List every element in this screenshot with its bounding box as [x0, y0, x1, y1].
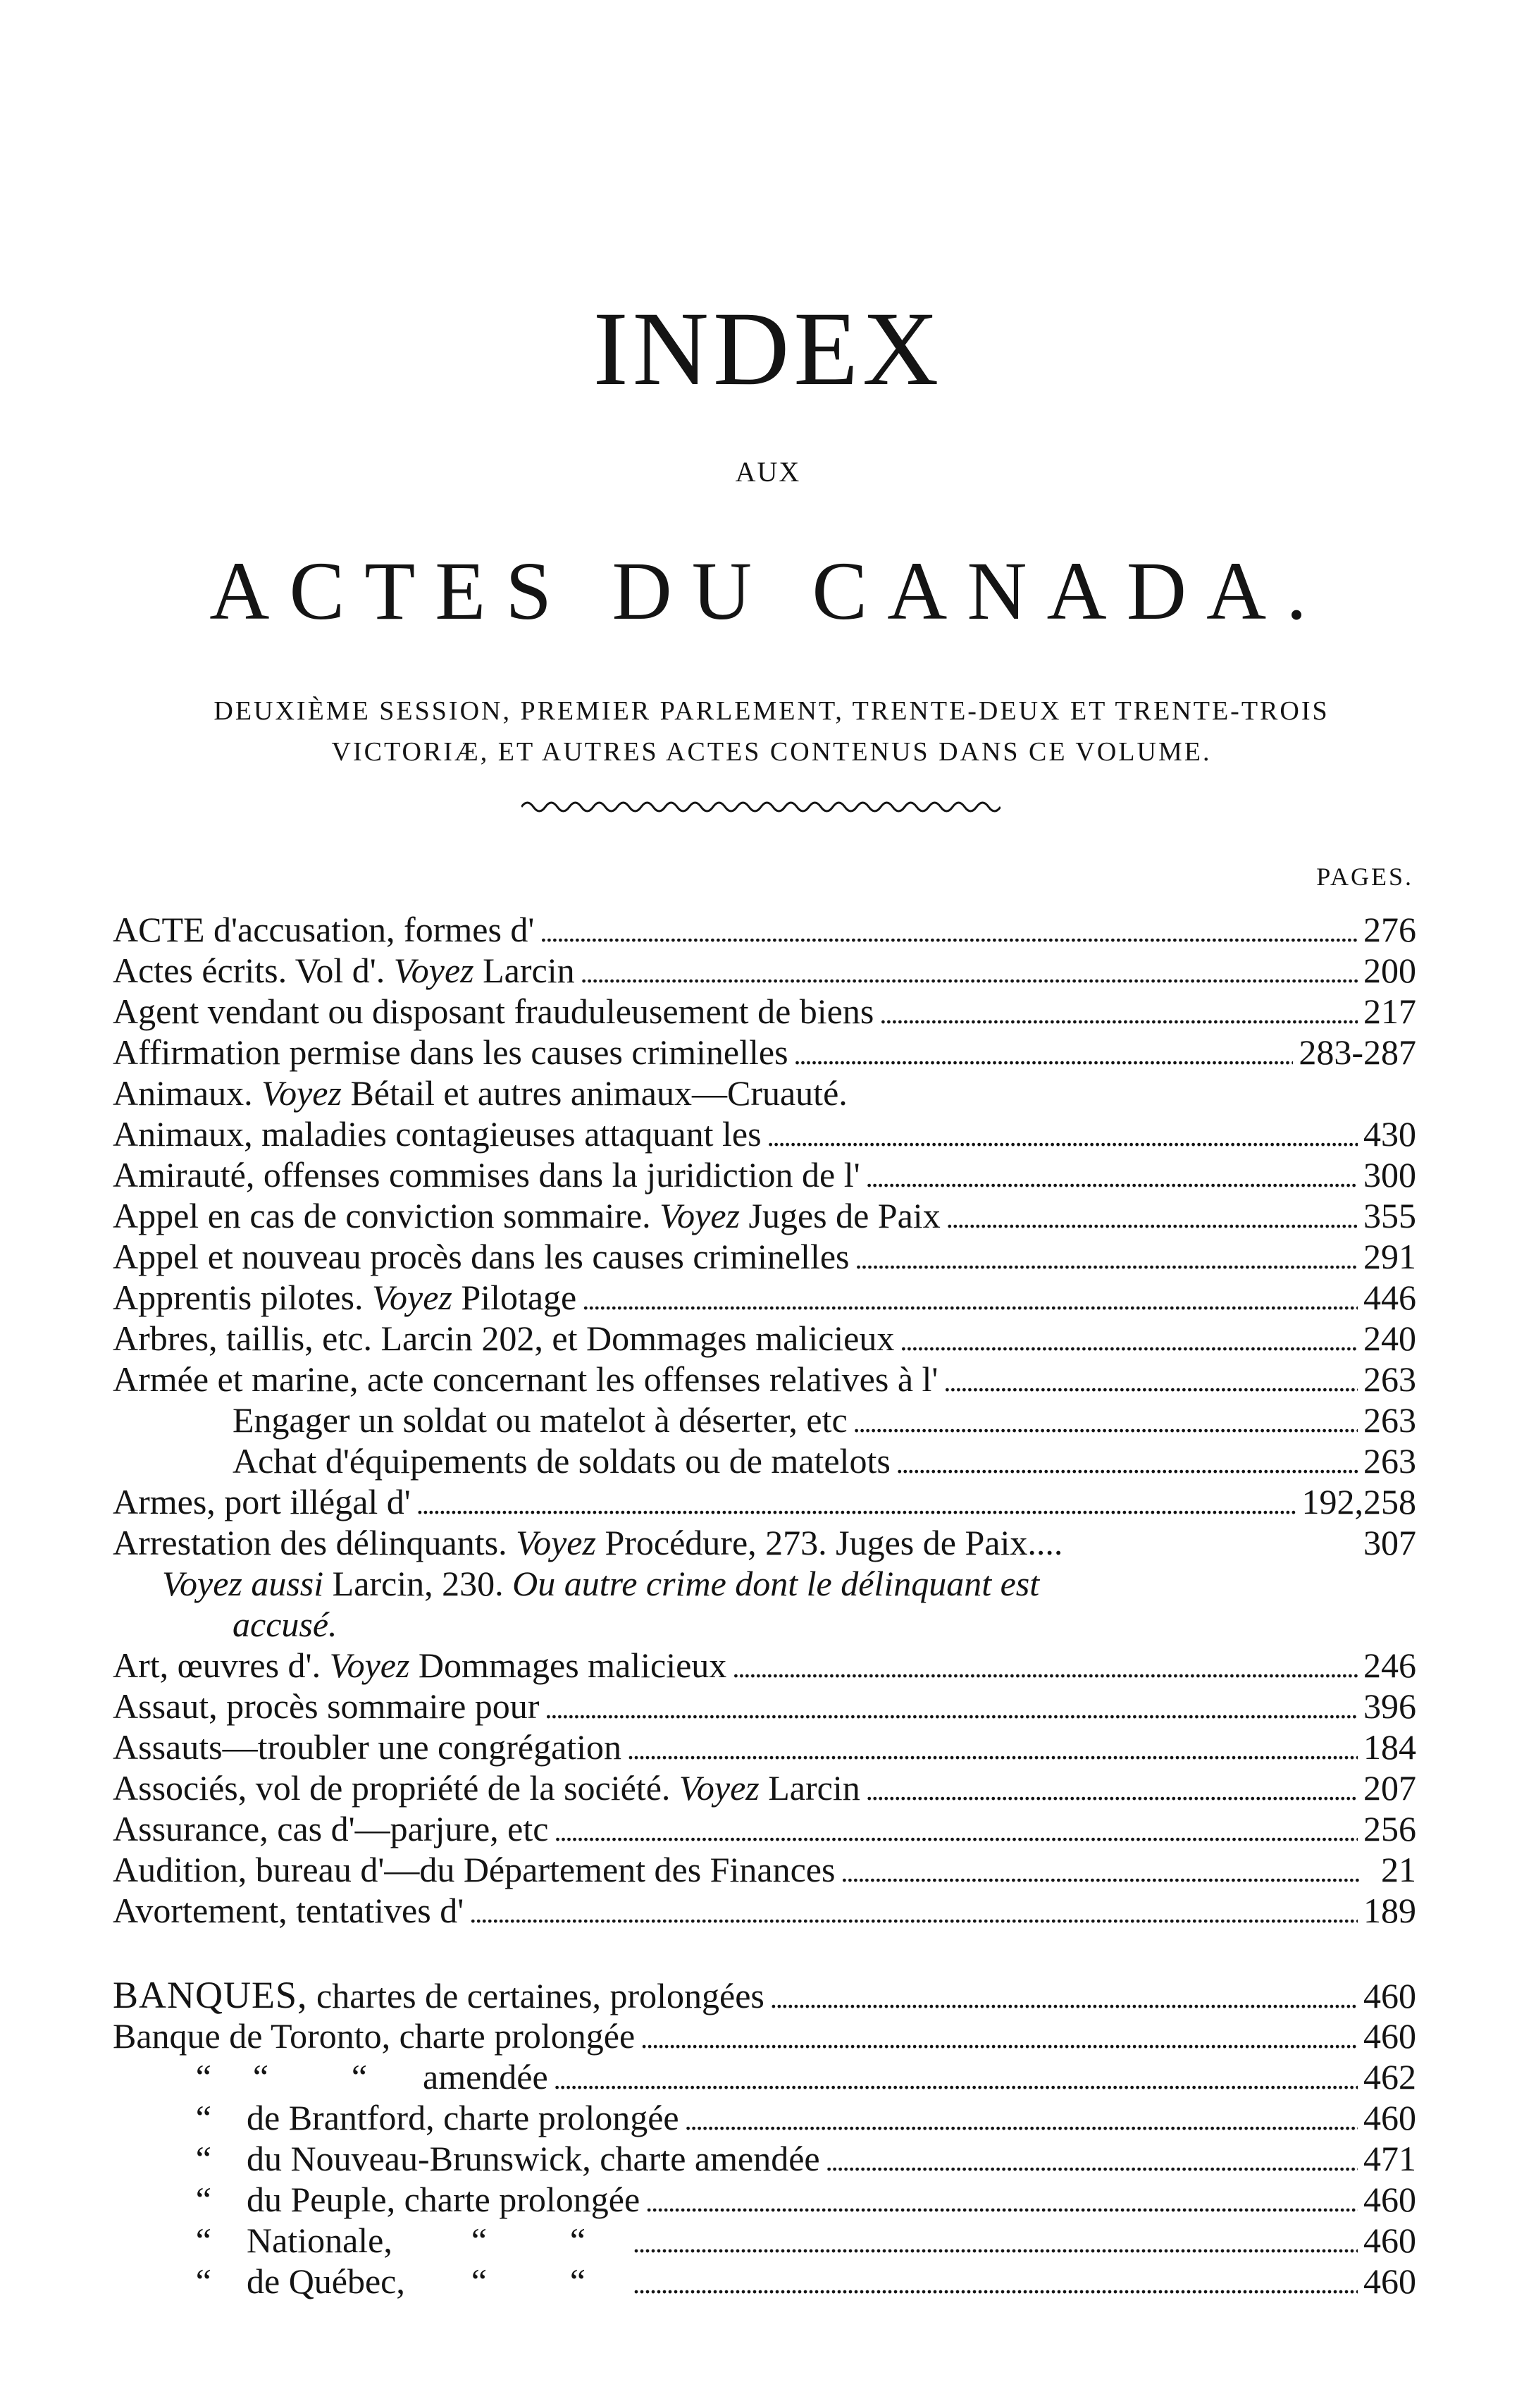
index-subentry — [113, 1439, 1416, 1483]
entry-text: Arbres, taillis, etc. Larcin 202, et Dommages malicieux — [113, 1319, 895, 1358]
entry-page: 460 — [1363, 2180, 1416, 2219]
dot-leader — [767, 1112, 1358, 1159]
entry-text: Amirauté, offenses commises dans la juridiction de l' — [113, 1155, 860, 1194]
entry-text: Actes écrits. Vol d'. Voyez Larcin — [113, 951, 575, 990]
dot-leader — [581, 949, 1358, 995]
dot-leader — [545, 1684, 1358, 1731]
entry-text: Animaux. Voyez Bétail et autres animaux—Cruauté. — [113, 1073, 848, 1113]
entry-text: ACTE d'accusation, formes d' — [113, 910, 535, 949]
entry-page: 430 — [1363, 1114, 1416, 1154]
index-entry — [113, 949, 1416, 992]
ditto-mark: “ — [195, 2221, 211, 2260]
entry-page: 460 — [1363, 2016, 1416, 2056]
entry-text: Audition, bureau d'—du Département des Finances — [113, 1850, 836, 1889]
entry-text: Armée et marine, acte concernant les offenses relatives à l' — [113, 1359, 939, 1399]
index-entry — [113, 1889, 1416, 1932]
entry-page: 207 — [1363, 1768, 1416, 1808]
dot-leader — [794, 1030, 1294, 1077]
entry-text: Assauts—troubler une congrégation — [113, 1727, 622, 1767]
entry-page: 240 — [1363, 1319, 1416, 1358]
ditto-mark: “ — [195, 2261, 211, 2301]
index-entry — [113, 2014, 1416, 2058]
pages-column-header: PAGES. — [1316, 863, 1413, 891]
dot-leader — [866, 1766, 1358, 1813]
index-entry — [113, 989, 1416, 1033]
entry-text: Banque de Toronto, charte prolongée — [113, 2016, 636, 2056]
index-entry — [113, 908, 1416, 951]
entry-page: 184 — [1363, 1727, 1416, 1767]
ditto-mark: “ — [471, 2221, 488, 2260]
entry-page: 192,258 — [1301, 1482, 1416, 1521]
entry-text: Appel et nouveau procès dans les causes criminelles — [113, 1237, 850, 1276]
see-also-note-continued: accusé. — [233, 1605, 337, 1644]
index-subentry — [113, 2137, 1416, 2180]
index-subentry — [113, 2218, 1416, 2262]
dot-leader — [540, 908, 1358, 954]
entry-text: Engager un soldat ou matelot à déserter, etc — [233, 1400, 848, 1440]
dot-leader — [554, 1807, 1358, 1853]
dot-leader — [416, 1480, 1296, 1526]
entry-text: “ de Québec, “ “ — [113, 2259, 627, 2303]
dot-leader — [732, 1643, 1358, 1690]
index-subentry — [113, 2096, 1416, 2140]
ditto-mark: “ — [252, 2057, 269, 2097]
ditto-mark: “ — [195, 2098, 211, 2137]
index-subentry — [113, 2055, 1416, 2099]
index-entry — [113, 1521, 1416, 1564]
main-title: ACTES DU CANADA. — [209, 545, 1327, 637]
dot-leader — [685, 2096, 1358, 2142]
dot-leader — [879, 989, 1358, 1036]
entry-text: Art, œuvres d'. Voyez Dommages malicieux — [113, 1646, 727, 1685]
dot-leader — [866, 1153, 1358, 1199]
entry-page: 396 — [1363, 1686, 1416, 1726]
dot-leader — [943, 1357, 1358, 1404]
entry-page: 263 — [1363, 1441, 1416, 1481]
entry-page: 263 — [1363, 1400, 1416, 1440]
dot-leader — [633, 2259, 1358, 2306]
entry-page: 291 — [1363, 1237, 1416, 1276]
entry-text: Assurance, cas d'—parjure, etc — [113, 1809, 549, 1848]
index-entry — [113, 1071, 1416, 1115]
entry-text: “ du Peuple, charte prolongée — [113, 2178, 640, 2221]
index-entry — [113, 1684, 1416, 1728]
dot-leader — [633, 2218, 1358, 2265]
dot-leader — [554, 2055, 1358, 2101]
index-entry — [113, 1807, 1416, 1851]
entry-page: 200 — [1363, 951, 1416, 990]
entry-page: 460 — [1363, 2221, 1416, 2260]
index-entry — [113, 1030, 1416, 1074]
index-entry — [113, 1153, 1416, 1197]
index-entry — [113, 1276, 1416, 1319]
entry-text: Affirmation permise dans les causes criminelles — [113, 1032, 788, 1072]
dot-leader — [582, 1276, 1358, 1322]
index-entry — [113, 1725, 1416, 1769]
title-aux: AUX — [735, 456, 801, 488]
entry-text: Agent vendant ou disposant frauduleusement de biens — [113, 992, 874, 1031]
ditto-mark: “ — [569, 2221, 586, 2260]
ditto-mark: “ — [195, 2057, 211, 2097]
index-entry — [113, 1112, 1416, 1156]
dot-leader — [640, 2014, 1358, 2061]
dot-leader — [469, 1889, 1358, 1935]
index-subentry — [113, 2259, 1416, 2303]
index-entry — [113, 1194, 1416, 1237]
index-entry — [113, 1480, 1416, 1524]
dot-leader — [645, 2178, 1358, 2224]
index-subentry — [113, 2178, 1416, 2221]
entry-text: Avortement, tentatives d' — [113, 1891, 464, 1930]
entry-page: 263 — [1363, 1359, 1416, 1399]
entry-text: Apprentis pilotes. Voyez Pilotage — [113, 1278, 577, 1317]
entry-page: 21 — [1381, 1850, 1416, 1889]
entry-page: 300 — [1363, 1155, 1416, 1194]
entry-page: 460 — [1363, 2098, 1416, 2137]
entry-text: Arrestation des délinquants. Voyez Procédure, 273. Juges de Paix.... — [113, 1523, 1063, 1562]
entry-page: 307 — [1363, 1523, 1416, 1562]
entry-text: Appel en cas de conviction sommaire. Voyez Juges de Paix — [113, 1196, 941, 1235]
entry-page: 471 — [1363, 2139, 1416, 2178]
subtitle-line-2: VICTORIÆ, ET AUTRES ACTES CONTENUS DANS CE VOLUME. — [331, 737, 1212, 767]
index-entry — [113, 1357, 1416, 1401]
entry-page: 460 — [1363, 1976, 1416, 2015]
dot-leader — [853, 1398, 1358, 1445]
entry-text: “ du Nouveau-Brunswick, charte amendée — [113, 2137, 820, 2180]
subtitle-line-1: DEUXIÈME SESSION, PREMIER PARLEMENT, TRENTE-DEUX ET TRENTE-TROIS — [213, 696, 1330, 726]
entry-text: Associés, vol de propriété de la société. Voyez Larcin — [113, 1768, 860, 1808]
entry-page: 283-287 — [1299, 1032, 1416, 1072]
entry-text: Animaux, maladies contagieuses attaquant les — [113, 1114, 762, 1154]
entry-text: “ “ “ amendée — [113, 2055, 548, 2099]
entry-page: 217 — [1363, 992, 1416, 1031]
index-entry — [113, 1848, 1416, 1891]
entry-text: “ de Brantford, charte prolongée — [113, 2096, 679, 2140]
ditto-mark: “ — [195, 2139, 211, 2178]
ditto-mark: “ — [351, 2057, 368, 2097]
entry-page: 355 — [1363, 1196, 1416, 1235]
entry-page: 276 — [1363, 910, 1416, 949]
see-also-note: Voyez aussi Larcin, 230. Ou autre crime dont le délinquant est — [162, 1564, 1040, 1603]
entry-page: 462 — [1363, 2057, 1416, 2097]
index-entry — [113, 1766, 1416, 1810]
index-entry — [113, 1316, 1416, 1360]
dot-leader — [946, 1194, 1358, 1240]
ditto-mark: “ — [569, 2261, 586, 2301]
entry-text: Assaut, procès sommaire pour — [113, 1686, 540, 1726]
index-entry — [113, 1235, 1416, 1278]
entry-page: 256 — [1363, 1809, 1416, 1848]
dot-leader — [900, 1316, 1358, 1363]
dot-leader — [627, 1725, 1358, 1772]
index-entry — [113, 1973, 1416, 2017]
index-entry — [113, 1643, 1416, 1687]
entry-page: 446 — [1363, 1278, 1416, 1317]
page-title: INDEX — [593, 290, 943, 407]
dot-leader — [841, 1848, 1361, 1894]
entry-text: BANQUES, chartes de certaines, prolongées — [113, 1974, 764, 2016]
ditto-mark: “ — [195, 2180, 211, 2219]
entry-text: “ Nationale, “ “ — [113, 2218, 627, 2262]
ditto-mark: “ — [471, 2261, 488, 2301]
dot-leader — [826, 2137, 1358, 2183]
wavy-rule-ornament — [521, 796, 1001, 817]
entry-text: Achat d'équipements de soldats ou de matelots — [233, 1441, 891, 1481]
entry-page: 246 — [1363, 1646, 1416, 1685]
index-subentry — [113, 1398, 1416, 1442]
dot-leader — [855, 1235, 1358, 1281]
entry-page: 189 — [1363, 1891, 1416, 1930]
dot-leader — [896, 1439, 1358, 1486]
entry-page: 460 — [1363, 2261, 1416, 2301]
entry-text: Armes, port illégal d' — [113, 1482, 411, 1521]
